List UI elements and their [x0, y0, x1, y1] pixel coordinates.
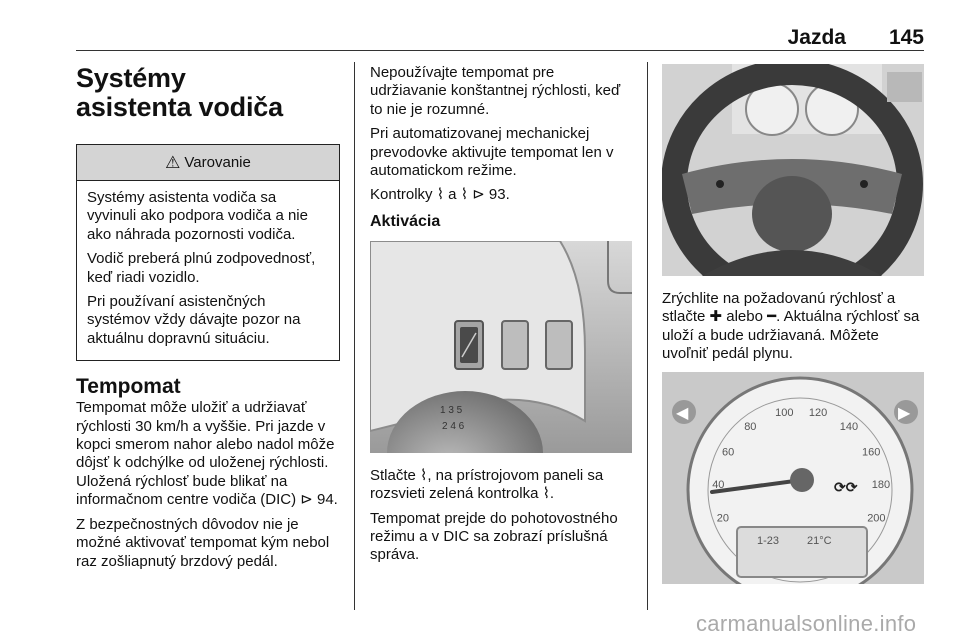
- body-paragraph: Nepoužívajte tempomat pre udržiavanie konštantnej rýchlosti, keď to nie je rozumné.: [370, 64, 621, 118]
- speed-tick-label: 60: [722, 446, 735, 459]
- chapter-title: Systémy asistenta vodiča: [76, 63, 283, 122]
- display-temp: 21°C: [807, 534, 832, 547]
- section-heading: Tempomat: [76, 375, 181, 399]
- warning-label: Varovanie: [184, 154, 251, 171]
- column-divider: [354, 62, 355, 610]
- column-1: [76, 64, 340, 577]
- warning-box: [76, 144, 340, 361]
- section-title: Jazda: [787, 26, 846, 49]
- page-header: [76, 26, 924, 50]
- warning-paragraph: Pri používaní asistenčných systémov vždy dávajte pozor na aktuálnu dopravnú situáciu.: [87, 293, 301, 347]
- speed-tick-label: 20: [716, 512, 730, 525]
- cruise-switch-photo: [370, 241, 632, 453]
- svg-text:2 4 6: 2 4 6: [442, 420, 465, 432]
- body-paragraph: Pri automatizovanej mechanickej prevodovke aktivujte tempomat len v automatickom režime.: [370, 125, 614, 180]
- body-paragraph: Z bezpečnostných dôvodov nie je možné aktivovať tempomat kým nebol raz zošliapnutý brzdový pedál.: [76, 515, 330, 570]
- speedometer-illustration: [662, 372, 924, 584]
- body-paragraph: Kontrolky ⌇ a ⌇ ⊳ 93.: [370, 186, 510, 204]
- steering-wheel-photo: [662, 64, 924, 276]
- cruise-indicator-icon: ⟳⟳: [834, 478, 858, 495]
- speed-tick-label: 160: [862, 446, 881, 459]
- speed-tick-label: 140: [839, 420, 859, 433]
- body-paragraph: Stlačte ⌇, na prístrojovom paneli sa rozsvieti zelená kontrolka ⌇.: [370, 466, 604, 503]
- column-divider: [647, 62, 648, 610]
- speed-tick-label: 80: [744, 420, 757, 433]
- instrument-cluster-photo: [662, 372, 924, 584]
- warning-header: [77, 145, 339, 181]
- speed-tick-label: 100: [775, 406, 794, 419]
- body-paragraph: Tempomat prejde do pohotovostného režimu a v DIC sa zobrazí príslušná správa.: [370, 509, 618, 564]
- column-3: [662, 64, 924, 584]
- body-paragraph: Tempomat môže uložiť a udržiavať rýchlosti 30 km/h a vyššie. Pri jazde v kopci smerom nahor alebo nadol môže dôjsť k odchýlke od uloženej rýchlosti. Uložená rýchlosť bude blikať na informačnom centre vodiča (DIC) ⊳ 94.: [76, 399, 338, 509]
- header-rule: [76, 50, 924, 51]
- warning-paragraph: Systémy asistenta vodiča sa vyvinuli ako podpora vodiča a nie ako náhrada pozornosti vodiča.: [87, 189, 308, 243]
- turn-left-arrow-icon: ◀: [676, 404, 689, 422]
- speed-tick-label: 40: [712, 478, 725, 491]
- watermark: carmanualsonline.info: [696, 611, 917, 636]
- display-time: 1-23: [757, 534, 780, 547]
- svg-text:1 3 5: 1 3 5: [440, 404, 463, 416]
- speed-tick-label: 120: [808, 406, 828, 419]
- warning-paragraph: Vodič preberá plnú zodpovednosť, keď riadi vozidlo.: [87, 250, 316, 286]
- column-2: [370, 64, 634, 571]
- speed-tick-label: 200: [867, 512, 886, 525]
- switch-panel-illustration: [370, 241, 632, 453]
- page-number: 145: [888, 26, 924, 49]
- speed-tick-label: 180: [871, 478, 891, 491]
- warning-body: [77, 181, 339, 360]
- warning-triangle-icon: ⚠: [165, 152, 181, 172]
- turn-right-arrow-icon: ▶: [898, 404, 911, 422]
- steering-wheel-illustration: [662, 64, 924, 276]
- body-paragraph: Zrýchlite na požadovanú rýchlosť a stlačte ✚ alebo ━. Aktuálna rýchlosť sa uloží a bude udržiavaná. Môžete uvoľniť pedál plynu.: [662, 290, 920, 363]
- subheading: Aktivácia: [370, 212, 441, 230]
